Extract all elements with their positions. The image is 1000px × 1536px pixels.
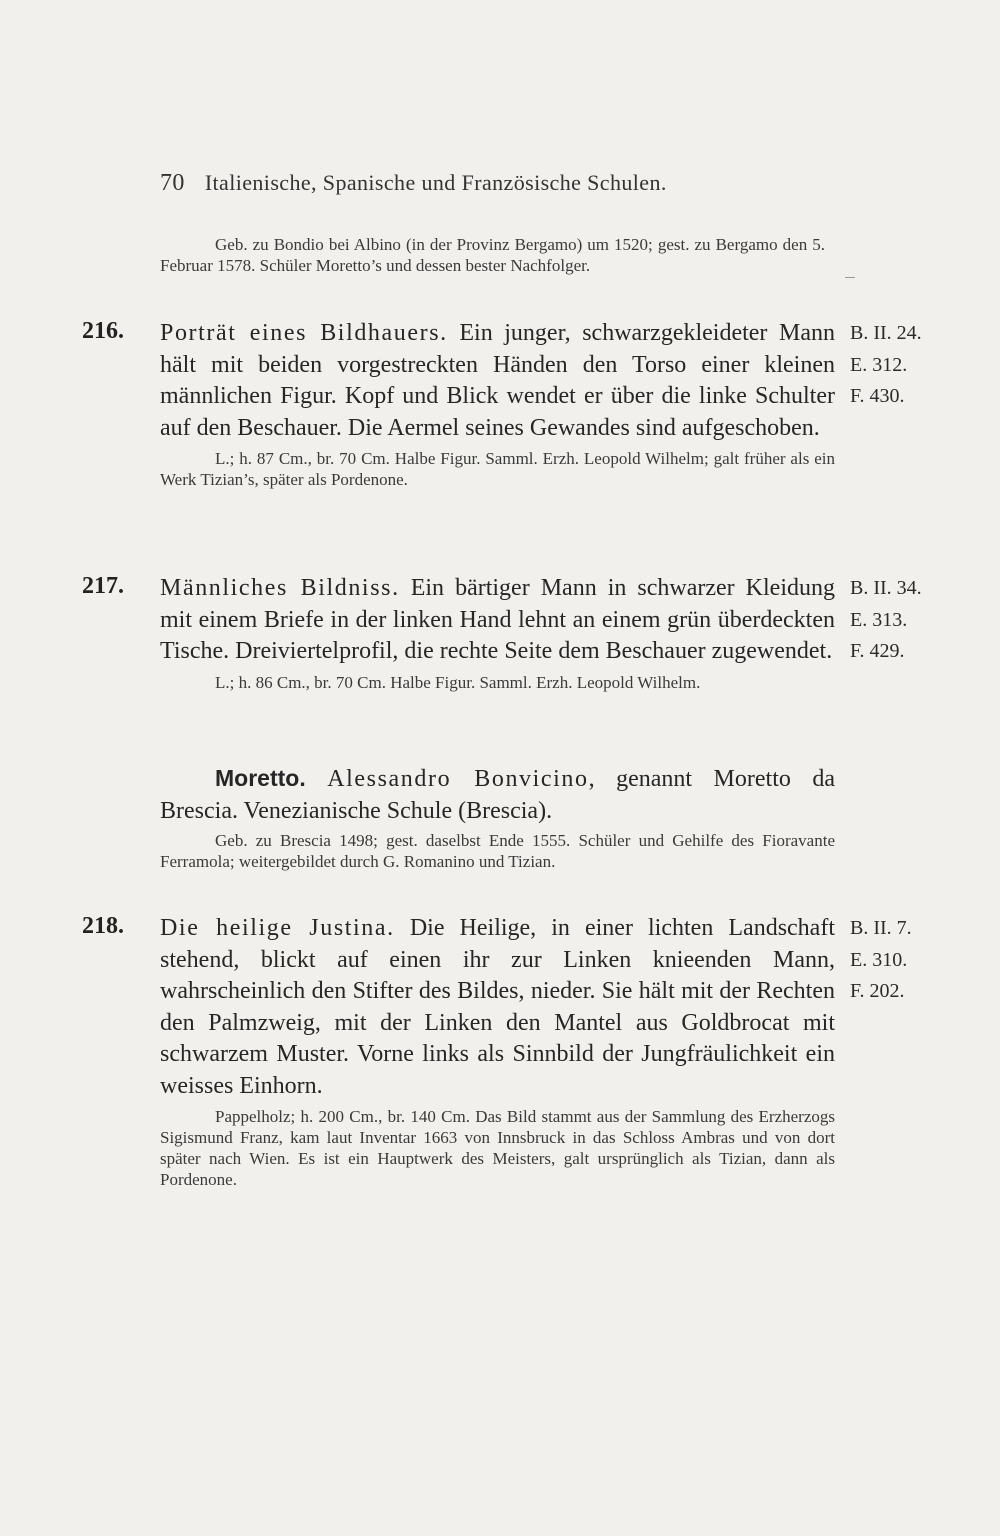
entry-number: 216. (82, 318, 124, 344)
entry-number: 217. (82, 573, 124, 599)
entry-title: Männliches Bildniss. (160, 575, 400, 601)
entry-description: Ein bärtiger Mann in schwarzer Kleidung mit einem Briefe in der linken Hand lehnt an einem grün überdeckten Tische. Dreiviertelprofil, die rechte Seite dem Beschauer zugewendet. (160, 575, 836, 664)
entry-title: Die heilige Justina. (160, 915, 395, 941)
entry-references (850, 913, 912, 1008)
entry-description: Die Heilige, in einer lichten Landschaft stehend, blickt auf einen ihr zur Linken knieenden Mann, wahrscheinlich den Stifter des Bildes, nieder. Sie hält mit der Rechten den Palmzweig, mit der Linken den Mantel aus Goldbrocat mit schwarzem Muster. Vorne links als Sinnbild der Jungfräulichkeit ein weisses Einhorn. (160, 915, 835, 1099)
page-number: 70 (160, 170, 185, 196)
entry-text (160, 913, 835, 1102)
entry-text (160, 318, 835, 444)
entry-number: 218. (82, 913, 124, 939)
reference-b: B. II. 24. (850, 322, 922, 344)
entry-text (160, 573, 835, 668)
entry-note: Pappelholz; h. 200 Cm., br. 140 Cm. Das Bild stammt aus der Sammlung des Erzherzogs Sigismund Franz, kam laut Inventar 1663 von Innsbruck in das Schloss Ambras und von dort später nach Wien. Es ist ein Hauptwerk des Meisters, galt ursprünglich als Tizian, dann als Pordenone. (160, 1107, 835, 1189)
reference-e: E. 310. (850, 948, 908, 971)
entry-note: L.; h. 86 Cm., br. 70 Cm. Halbe Figur. Samml. Erzh. Leopold Wilhelm. (215, 672, 701, 692)
running-title: Italienische, Spanische und Französische Schulen. (204, 170, 667, 195)
entry-references (850, 573, 922, 668)
entry-title: Porträt eines Bildhauers. (160, 320, 448, 346)
artist-school: , genannt Moretto da Brescia. Venezianische Schule (Brescia). (160, 766, 835, 824)
artist-bio: Geb. zu Brescia 1498; gest. daselbst Ende 1555. Schüler und Gehilfe des Fioravante Ferramola; weitergebildet durch G. Romanino und Tizian. (160, 831, 835, 871)
entry-note: L.; h. 87 Cm., br. 70 Cm. Halbe Figur. Samml. Erzh. Leopold Wilhelm; galt früher als ein Werk Tizian’s, später als Pordenone. (160, 449, 835, 489)
margin-mark (845, 277, 855, 278)
reference-f: F. 430. (850, 385, 905, 407)
reference-e: E. 313. (850, 608, 908, 631)
artist-full-name: Alessandro Bonvicino (327, 766, 589, 792)
catalog-entry-216 (82, 318, 922, 490)
artist-bio-intro: Geb. zu Bondio bei Albino (in der Provinz Bergamo) um 1520; gest. zu Bergamo den 5. Februar 1578. Schüler Moretto’s und dessen bester Nachfolger. (160, 235, 825, 275)
catalog-entry-218 (82, 913, 912, 1190)
reference-e: E. 312. (850, 353, 908, 376)
entry-description: Ein junger, schwarzgekleideter Mann hält mit beiden vorgestreckten Händen den Torso einer kleinen männlichen Figur. Kopf und Blick wendet er über die linke Schulter auf den Beschauer. Die Aermel seines Gewandes sind aufgeschoben. (160, 320, 835, 441)
entry-references (850, 318, 922, 413)
reference-f: F. 202. (850, 980, 905, 1002)
reference-b: B. II. 7. (850, 917, 912, 939)
reference-f: F. 429. (850, 640, 905, 662)
artist-heading (160, 763, 835, 827)
artist-heading-moretto (160, 763, 835, 872)
reference-b: B. II. 34. (850, 577, 922, 599)
artist-name: Moretto. (215, 765, 306, 791)
page-header (160, 170, 667, 197)
catalog-entry-217 (82, 573, 922, 693)
